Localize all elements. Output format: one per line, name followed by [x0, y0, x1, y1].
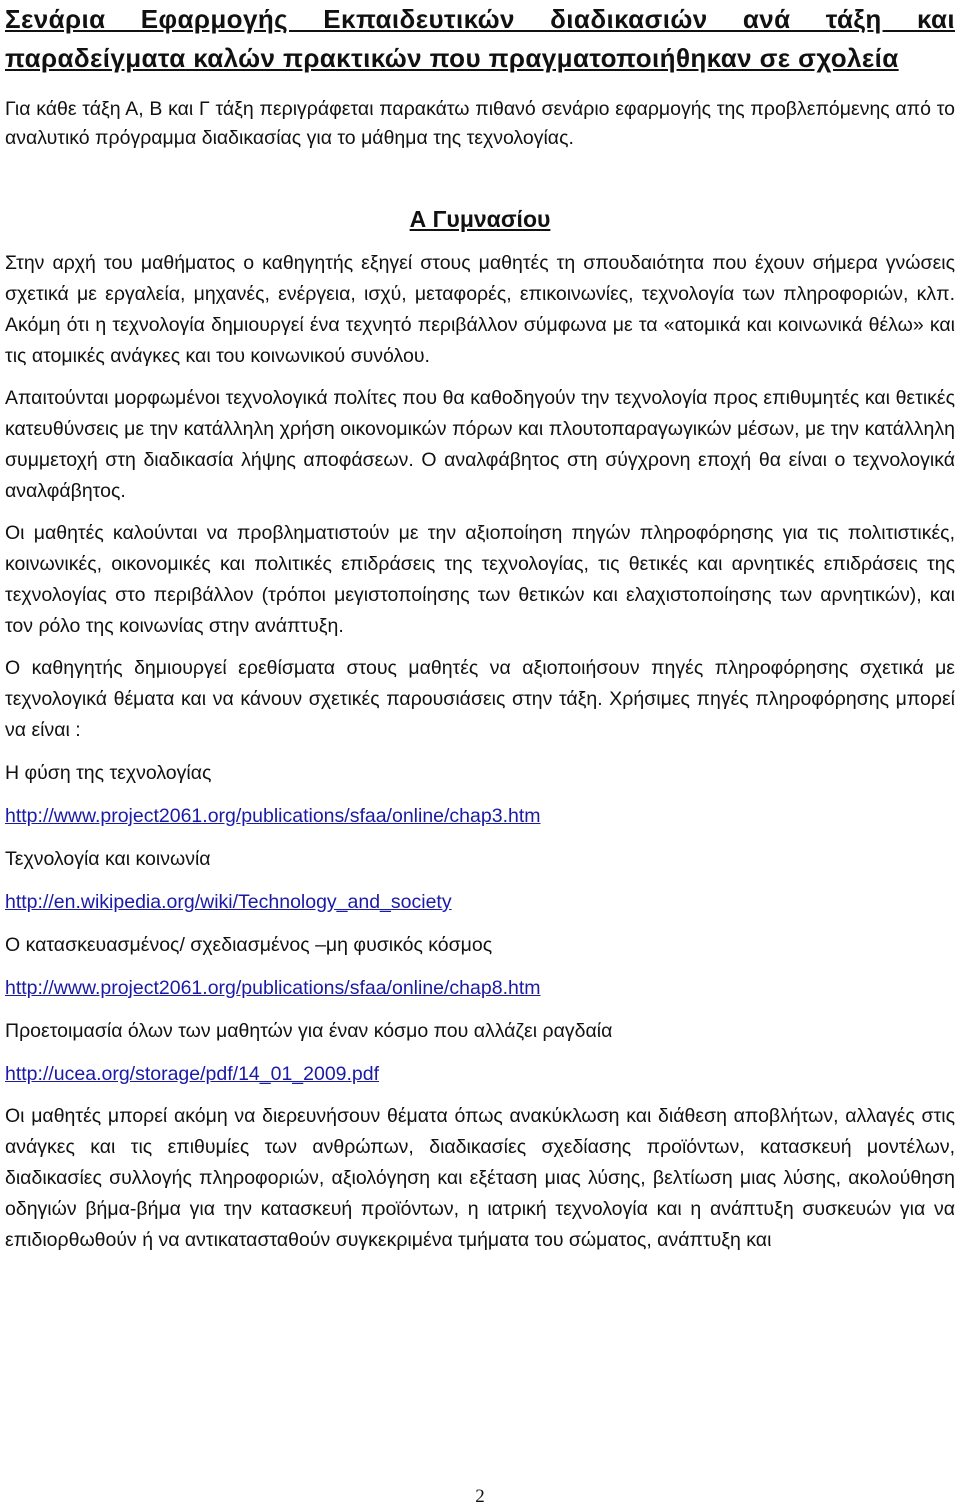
document-page [5, 0, 955, 1256]
resource-label: Η φύση της τεχνολογίας [5, 762, 212, 784]
body-paragraph: Απαιτούνται μορφωμένοι τεχνολογικά πολίτες που θα καθοδηγούν την τεχνολογία προς επιθυμητές και θετικές κατευθύνσεις με την κατάλληλη χρήση οικονομικών πόρων και πλουτοπαραγωγικών μέσων, με την κατάλληλη συμμετοχή στη διαδικασία λήψης αποφάσεων. Ο αναλφάβητος στη σύγχρονη εποχή θα είναι ο τεχνολογικά αναλφάβητος. [5, 387, 955, 502]
page-number: 2 [475, 1486, 485, 1507]
body-paragraph: Στην αρχή του μαθήματος ο καθηγητής εξηγεί στους μαθητές τη σπουδαιότητα που έχουν σήμερα γνώσεις σχετικά με εργαλεία, μηχανές, ενέργεια, ισχύ, μεταφορές, επικοινωνίες, τεχνολογία των πληροφοριών, κλπ. Ακόμη ότι η τεχνολογία δημιουργεί ένα τεχνητό περιβάλλον σύμφωνα με τα «ατομικά και κοινωνικά θέλω» και τις ατομικές ανάγκες και του κοινωνικού συνόλου. [5, 252, 955, 367]
section-heading: Α Γυμνασίου [409, 206, 551, 232]
resource-link[interactable]: http://en.wikipedia.org/wiki/Technology_and_society [5, 891, 452, 913]
body-paragraph: Οι μαθητές καλούνται να προβληματιστούν με την αξιοποίηση πηγών πληροφόρησης για τις πολιτιστικές, κοινωνικές, οικονομικές και πολιτικές επιδράσεις της τεχνολογίας, τις θετικές και αρνητικές επιδράσεις της τεχνολογίας στο περιβάλλον (τρόποι μεγιστοποίησης των θετικών και ελαχιστοποίησης των αρνητικών), και τον ρόλο της κοινωνίας στην ανάπτυξη. [5, 522, 955, 637]
body-paragraph: Ο καθηγητής δημιουργεί ερεθίσματα στους μαθητές να αξιοποιήσουν πηγές πληροφόρησης σχετικά με τεχνολογικά θέματα και να κάνουν σχετικές παρουσιάσεις στην τάξη. Χρήσιμες πηγές πληροφόρησης μπορεί να είναι : [5, 657, 955, 741]
resource-label: Ο κατασκευασμένος/ σχεδιασμένος –μη φυσικός κόσμος [5, 934, 493, 956]
resource-link[interactable]: http://www.project2061.org/publications/sfaa/online/chap8.htm [5, 977, 541, 999]
intro-paragraph: Για κάθε τάξη Α, Β και Γ τάξη περιγράφεται παρακάτω πιθανό σενάριο εφαρμογής της προβλεπόμενης από το αναλυτικό πρόγραμμα διαδικασίας για το μάθημα της τεχνολογίας. [5, 98, 955, 149]
resource-link[interactable]: http://www.project2061.org/publications/sfaa/online/chap3.htm [5, 805, 541, 827]
closing-paragraph: Οι μαθητές μπορεί ακόμη να διερευνήσουν θέματα όπως ανακύκλωση και διάθεση αποβλήτων, αλλαγές στις ανάγκες και τις επιθυμίες των ανθρώπων, διαδικασίες σχεδίασης προϊόντων, κατασκευή μοντέλων, διαδικασίες συλλογής πληροφοριών, αξιολόγηση και εξέταση μιας λύσης, βελτίωση μιας λύσης, ακολούθηση οδηγιών βήμα-βήμα για την κατασκευή προϊόντων, η ιατρική τεχνολογία και η ανάπτυξη συσκευών για να επιδιορθωθούν ή να αντικατασταθούν συγκεκριμένα τμήματα του σώματος, ανάπτυξη και [5, 1105, 955, 1251]
document-title: Σενάρια Εφαρμογής Εκπαιδευτικών διαδικασιών ανά τάξη και παραδείγματα καλών πρακτικών που πραγματοποιήθηκαν σε σχολεία [5, 4, 955, 73]
resource-label: Προετοιμασία όλων των μαθητών για έναν κόσμο που αλλάζει ραγδαία [5, 1020, 613, 1042]
resource-label: Τεχνολογία και κοινωνία [5, 848, 211, 870]
resource-link[interactable]: http://ucea.org/storage/pdf/14_01_2009.pdf [5, 1063, 380, 1085]
